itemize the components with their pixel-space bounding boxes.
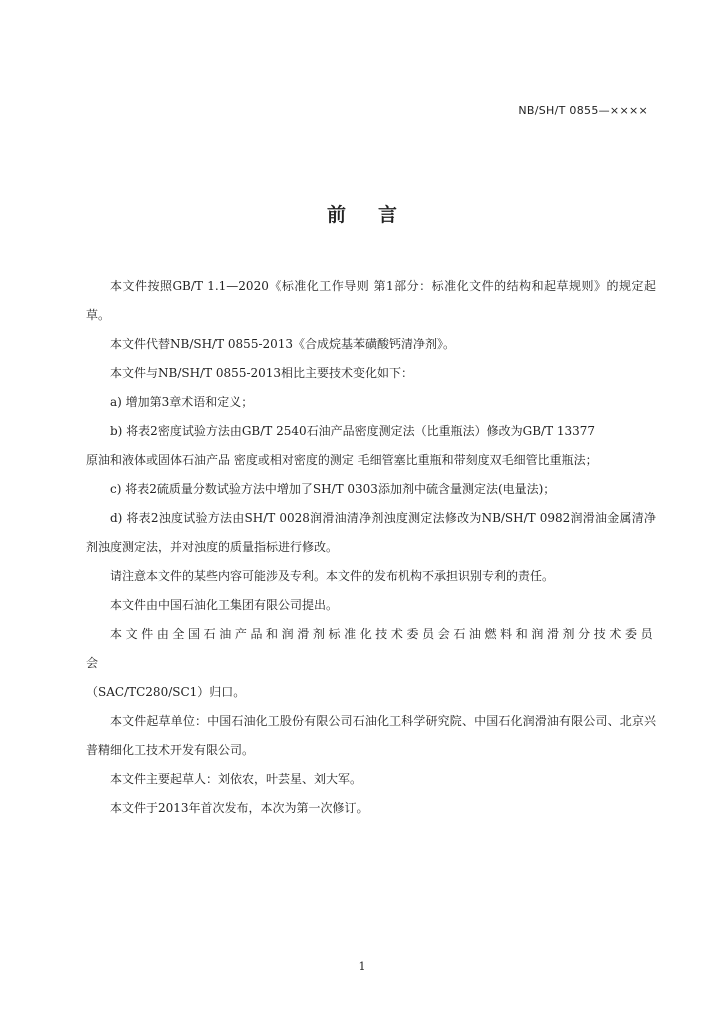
paragraph-patent-notice: 请注意本文件的某些内容可能涉及专利。本文件的发布机构不承担识别专利的责任。 <box>110 569 555 583</box>
change-item-a: a) 增加第3章术语和定义； <box>110 395 254 409</box>
paragraph-drafting-organizations: 本文件起草单位：中国石油化工股份有限公司石油化工科学研究院、中国石化润滑油有限公司、北京兴普精细化工技术开发有限公司。 <box>86 714 656 757</box>
change-item-d: d) 将表2浊度试验方法由SH/T 0028润滑油清净剂浊度测定法修改为NB/SH/T 0982润滑油金属清净剂浊度测定法，并对浊度的质量指标进行修改。 <box>86 511 656 554</box>
page-number: 1 <box>358 960 366 973</box>
paragraph-technical-committee-continued: （SAC/TC280/SC1）归口。 <box>86 685 246 699</box>
paragraph-changes-intro: 本文件与NB/SH/T 0855-2013相比主要技术变化如下： <box>110 366 414 380</box>
paragraph-technical-committee: 本文件由全国石油产品和润滑剂标准化技术委员会石油燃料和润滑剂分技术委员会 <box>86 627 656 670</box>
paragraph-drafting-rules: 本文件按照GB/T 1.1—2020《标准化工作导则 第1部分：标准化文件的结构和起草规则》的规定起草。 <box>86 279 656 322</box>
change-item-c: c) 将表2硫质量分数试验方法中增加了SH/T 0303添加剂中硫含量测定法(电量法)； <box>110 482 556 496</box>
page-title: 前言 <box>326 204 429 226</box>
foreword-body <box>86 272 656 823</box>
paragraph-publication-history: 本文件于2013年首次发布，本次为第一次修订。 <box>110 801 369 815</box>
paragraph-proposer: 本文件由中国石油化工集团有限公司提出。 <box>110 598 339 612</box>
paragraph-drafters: 本文件主要起草人：刘依农，叶芸星、刘大军。 <box>110 772 363 786</box>
paragraph-replaces: 本文件代替NB/SH/T 0855-2013《合成烷基苯磺酸钙清净剂》。 <box>110 337 456 351</box>
change-item-b-continued: 原油和液体或固体石油产品 密度或相对密度的测定 毛细管塞比重瓶和带刻度双毛细管比重瓶法； <box>86 453 598 467</box>
document-code: NB/SH/T 0855—×××× <box>518 104 648 117</box>
change-item-b: b) 将表2密度试验方法由GB/T 2540石油产品密度测定法（比重瓶法）修改为GB/T 13377 <box>110 424 596 438</box>
